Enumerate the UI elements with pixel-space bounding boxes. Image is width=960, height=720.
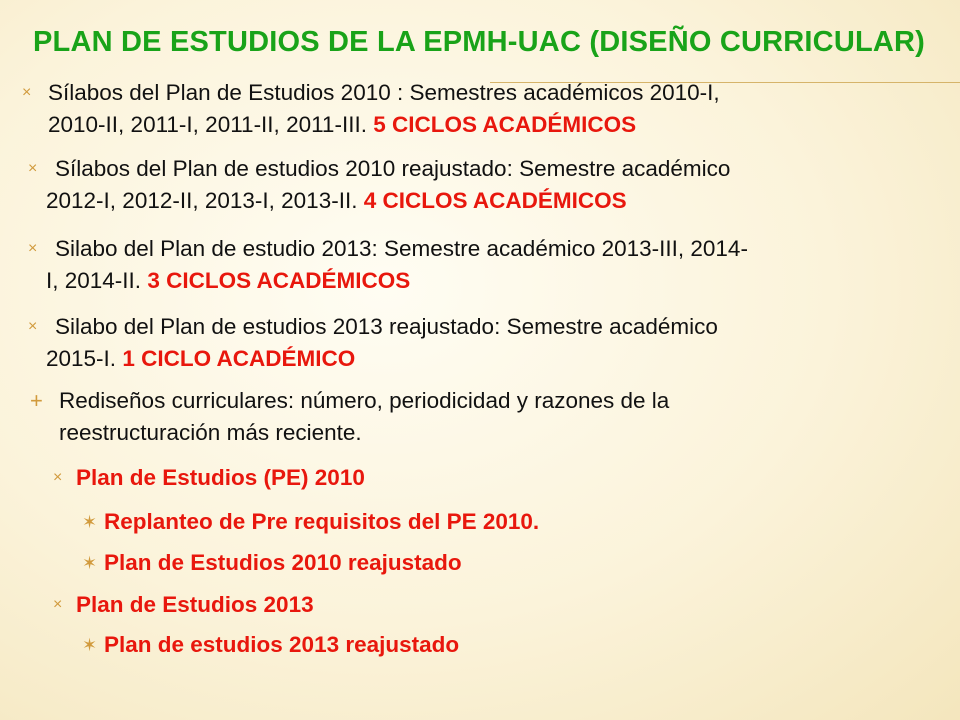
plus-bullet-icon: + xyxy=(30,388,43,413)
x-bullet-icon: × xyxy=(53,469,63,486)
list-item xyxy=(22,462,952,494)
list-item-line: Rediseños curriculares: número, periodicidad y razones de la xyxy=(59,388,670,413)
list-item xyxy=(22,77,952,141)
list-item-text: I, 2014-II. xyxy=(46,268,148,293)
list-item-highlight: 4 CICLOS ACADÉMICOS xyxy=(363,188,627,213)
list-item-line xyxy=(22,265,952,297)
list-item-line: reestructuración más reciente. xyxy=(59,420,362,445)
list-item xyxy=(22,506,952,538)
list-item-highlight: 3 CICLOS ACADÉMICOS xyxy=(147,268,411,293)
list-item-line: Sílabos del Plan de estudios 2010 reajustado: Semestre académico xyxy=(55,156,731,181)
list-item-line: Silabo del Plan de estudios 2013 reajustado: Semestre académico xyxy=(55,314,718,339)
list-item-line xyxy=(22,185,952,217)
x-bullet-icon: × xyxy=(28,240,38,257)
star-bullet-icon: ✶ xyxy=(82,635,98,655)
list-item-text: 2012-I, 2012-II, 2013-I, 2013-II. xyxy=(46,188,364,213)
x-bullet-icon: × xyxy=(28,318,38,335)
list-item-text: Plan de Estudios 2010 reajustado xyxy=(104,550,462,575)
list-item-text: Replanteo de Pre requisitos del PE 2010. xyxy=(104,509,540,534)
list-item-line xyxy=(22,109,952,141)
list-item xyxy=(22,153,952,217)
x-bullet-icon: × xyxy=(53,596,63,613)
x-bullet-icon: × xyxy=(28,160,38,177)
list-item-highlight: 1 CICLO ACADÉMICO xyxy=(122,346,356,371)
list-item-text: Plan de Estudios 2013 xyxy=(76,592,314,617)
list-item-line: Sílabos del Plan de Estudios 2010 : Semestres académicos 2010-I, xyxy=(48,80,720,105)
slide-title: PLAN DE ESTUDIOS DE LA EPMH-UAC (DISEÑO CURRICULAR) xyxy=(33,26,926,58)
list-item-line xyxy=(22,343,952,375)
list-item xyxy=(22,385,952,449)
star-bullet-icon: ✶ xyxy=(82,553,98,573)
list-item-line: Silabo del Plan de estudio 2013: Semestre académico 2013-III, 2014- xyxy=(55,236,748,261)
list-item-text: 2015-I. xyxy=(46,346,123,371)
list-item xyxy=(22,589,952,621)
list-item-text: 2010-II, 2011-I, 2011-II, 2011-III. xyxy=(48,112,374,137)
x-bullet-icon: × xyxy=(22,84,32,101)
list-item-highlight: 5 CICLOS ACADÉMICOS xyxy=(373,112,637,137)
list-item xyxy=(22,547,952,579)
list-item-text: Plan de estudios 2013 reajustado xyxy=(104,632,460,657)
list-item xyxy=(22,311,952,375)
list-item xyxy=(22,233,952,297)
star-bullet-icon: ✶ xyxy=(82,512,98,532)
list-item-text: Plan de Estudios (PE) 2010 xyxy=(76,465,365,490)
list-item xyxy=(22,629,952,661)
